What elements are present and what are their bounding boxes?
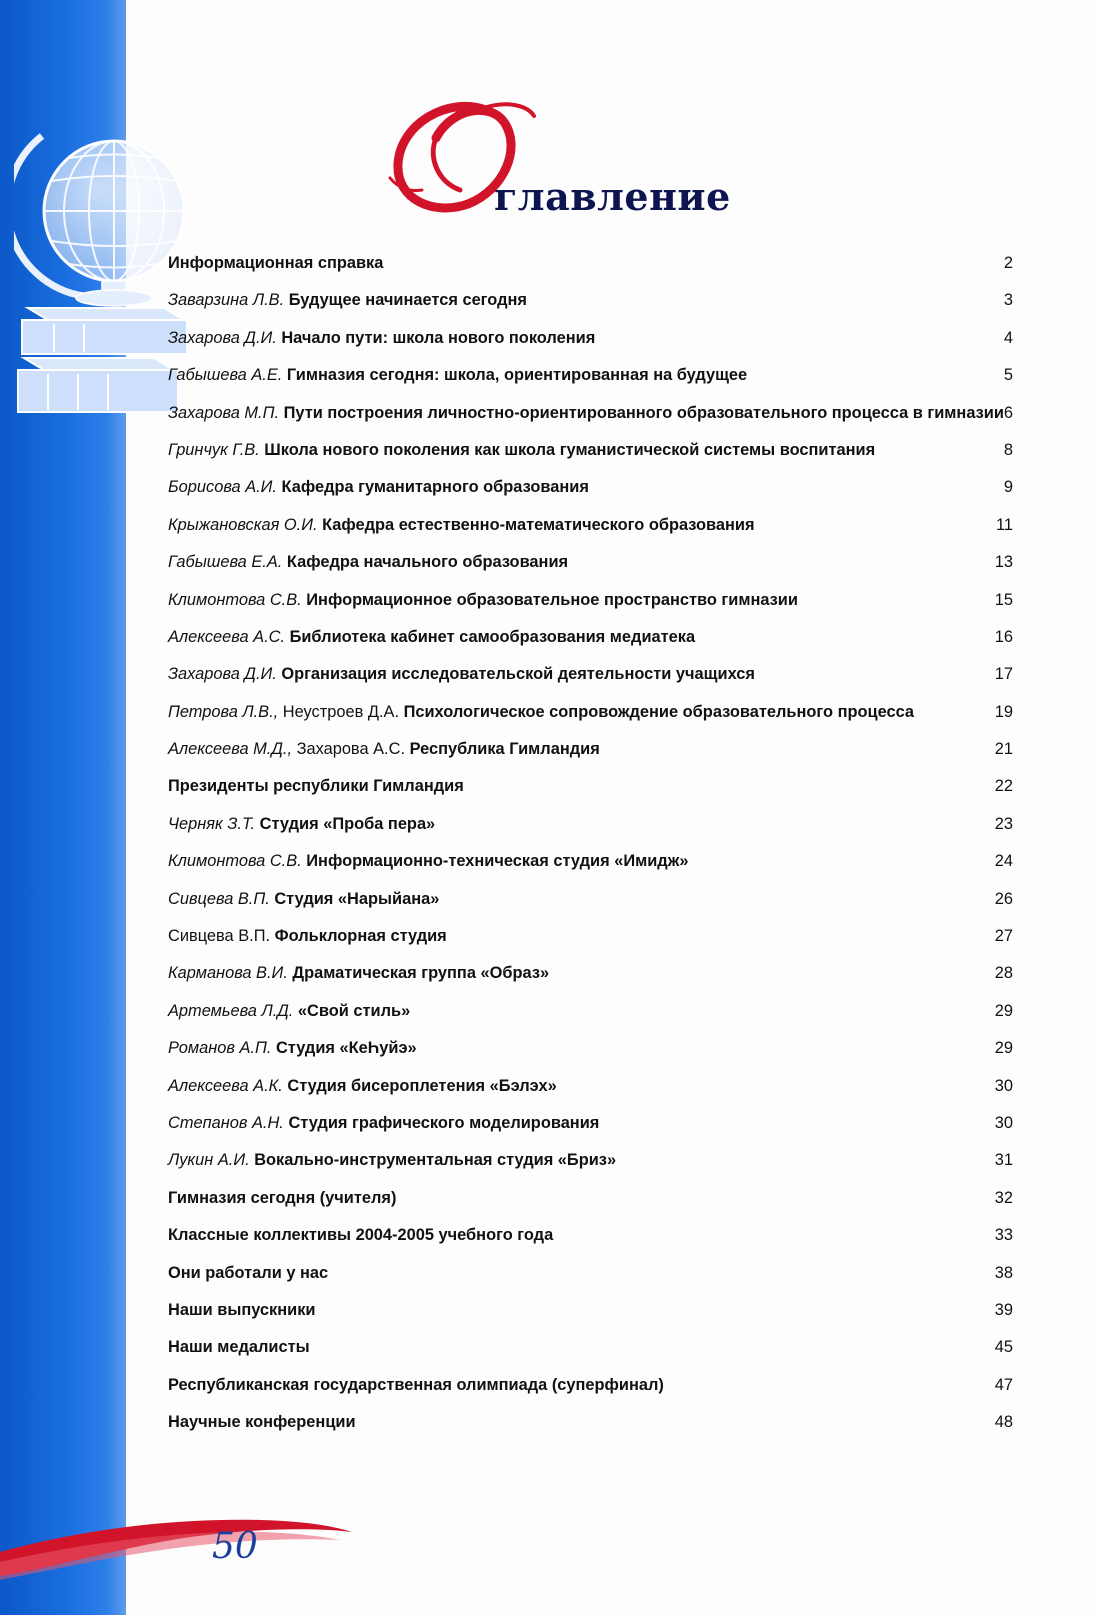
toc-entry-page: 27 (994, 927, 1013, 946)
toc-entry-page: 24 (994, 852, 1013, 871)
toc-entry-page: 39 (994, 1300, 1013, 1319)
toc-entry (168, 1112, 1013, 1149)
toc-entry-title: Драматическая группа «Образ» (292, 964, 550, 983)
toc-entry-author: Петрова Л.В., (168, 702, 279, 721)
toc-entry-page: 19 (994, 702, 1013, 721)
toc-entry-title: Президенты республики Гимландия (168, 777, 464, 796)
toc-entry (168, 626, 1013, 663)
toc-entry-author: Климонтова С.В. (168, 852, 302, 871)
toc-entry-page: 17 (994, 665, 1013, 684)
toc-entry (168, 1075, 1013, 1112)
toc-entry (168, 1224, 1013, 1261)
toc-entry (168, 925, 1013, 962)
toc-entry-page: 28 (994, 964, 1013, 983)
toc-entry-title: Библиотека кабинет самообразования медиатека (289, 627, 696, 646)
toc-entry-title: Республика Гимландия (409, 740, 600, 759)
toc-entry-author: Карманова В.И. (168, 964, 288, 983)
toc-entry (168, 663, 1013, 700)
toc-entry-title: Наши медалисты (168, 1338, 310, 1357)
toc-entry-title: Кафедра начального образования (286, 553, 569, 572)
toc-entry-author: Захарова Д.И. (168, 328, 277, 347)
toc-entry-title: Студия бисероплетения «Бэлэх» (287, 1076, 557, 1095)
toc-entry (168, 1262, 1013, 1299)
toc-entry-title: Студия «Проба пера» (259, 814, 436, 833)
toc-entry (168, 1037, 1013, 1074)
toc-entry-page: 2 (1003, 254, 1013, 272)
toc-entry (168, 514, 1013, 551)
toc-entry-author: Захарова М.П. (168, 403, 280, 422)
toc-entry-author: Захарова Д.И. (168, 665, 277, 684)
table-of-contents (168, 252, 1013, 1449)
toc-entry-title: Республиканская государственная олимпиада (суперфинал) (168, 1375, 664, 1394)
toc-entry-title: Научные конференции (168, 1413, 356, 1432)
toc-entry-page: 4 (1003, 328, 1013, 347)
toc-entry (168, 476, 1013, 513)
toc-entry (168, 589, 1013, 626)
toc-entry (168, 289, 1013, 326)
toc-entry-page: 22 (994, 777, 1013, 796)
toc-entry-title: Они работали у нас (168, 1263, 329, 1282)
page-title (388, 92, 788, 222)
toc-entry-title: Будущее начинается сегодня (288, 291, 527, 310)
toc-entry-title: Организация исследовательской деятельности учащихся (281, 665, 755, 684)
toc-entry-page: 47 (994, 1375, 1013, 1394)
toc-entry (168, 701, 1013, 738)
toc-entry-author: Сивцева В.П. (168, 889, 270, 908)
toc-entry-author: Алексеева А.К. (168, 1076, 283, 1095)
toc-entry-page: 13 (994, 553, 1013, 572)
toc-entry-coauthor: Сивцева В.П. (168, 927, 271, 946)
toc-entry-author: Степанов А.Н. (168, 1113, 284, 1132)
toc-entry-author: Габышева Е.А. (168, 553, 283, 572)
toc-entry (168, 1374, 1013, 1411)
toc-entry-page: 29 (994, 1001, 1013, 1020)
toc-entry-coauthor: Захарова А.С. (296, 740, 406, 759)
toc-entry-title: Пути построения личностно-ориентированного образовательного процесса в гимназии (283, 403, 1004, 422)
toc-entry (168, 775, 1013, 812)
toc-entry-page: 30 (994, 1076, 1013, 1095)
toc-entry-author: Борисова А.И. (168, 478, 277, 497)
toc-entry-page: 26 (994, 889, 1013, 908)
toc-entry-page: 6 (1003, 403, 1013, 422)
toc-entry-title: Наши выпускники (168, 1300, 316, 1319)
toc-entry-author: Гринчук Г.В. (168, 440, 260, 459)
toc-entry-author: Лукин А.И. (168, 1151, 250, 1170)
toc-entry (168, 1149, 1013, 1186)
toc-entry-page: 9 (1003, 478, 1013, 497)
toc-entry-author: Артемьева Л.Д. (168, 1001, 294, 1020)
page-number: 50 (212, 1526, 258, 1567)
toc-entry-page: 45 (994, 1338, 1013, 1357)
toc-entry-title: Информационное образовательное пространство гимназии (306, 590, 798, 609)
toc-entry-title: Гимназия сегодня (учителя) (168, 1188, 397, 1207)
toc-entry (168, 402, 1013, 439)
toc-entry (168, 962, 1013, 999)
toc-entry-title: Студия «Нарыйана» (274, 889, 440, 908)
toc-entry-author: Крыжановская О.И. (168, 515, 318, 534)
toc-entry-page: 11 (995, 515, 1013, 534)
toc-entry (168, 1000, 1013, 1037)
toc-entry-page: 31 (994, 1151, 1013, 1170)
toc-entry (168, 738, 1013, 775)
red-swoosh-decoration (0, 1500, 360, 1580)
toc-entry-page: 23 (994, 814, 1013, 833)
toc-entry-page: 15 (994, 590, 1013, 609)
toc-entry-author: Алексеева А.С. (168, 627, 286, 646)
toc-entry-title: Информационно-техническая студия «Имидж» (306, 852, 689, 871)
toc-entry (168, 364, 1013, 401)
toc-entry-title: Психологическое сопровождение образовательного процесса (403, 702, 915, 721)
toc-entry-page: 33 (994, 1226, 1013, 1245)
toc-entry-author: Романов А.П. (168, 1039, 272, 1058)
toc-entry (168, 813, 1013, 850)
toc-entry-page: 16 (994, 627, 1013, 646)
toc-entry-page: 30 (994, 1113, 1013, 1132)
toc-entry-title: Студия «КеҺуйэ» (275, 1039, 417, 1058)
toc-entry (168, 1187, 1013, 1224)
toc-entry-title: Гимназия сегодня: школа, ориентированная на будущее (286, 366, 748, 385)
toc-entry-page: 48 (994, 1413, 1013, 1432)
toc-entry-title: Информационная справка (168, 254, 384, 272)
toc-entry (168, 252, 1013, 289)
toc-entry-page: 21 (994, 740, 1013, 759)
toc-entry (168, 551, 1013, 588)
toc-entry-title: «Свой стиль» (297, 1001, 411, 1020)
toc-entry-coauthor: Неустроев Д.А. (282, 702, 400, 721)
toc-entry (168, 888, 1013, 925)
toc-entry (168, 439, 1013, 476)
toc-entry-page: 38 (994, 1263, 1013, 1282)
toc-entry-title: Школа нового поколения как школа гуманистической системы воспитания (264, 440, 876, 459)
toc-entry-title: Кафедра естественно-математического образования (322, 515, 755, 534)
toc-entry-page: 29 (994, 1039, 1013, 1058)
toc-entry-author: Черняк З.Т. (168, 814, 256, 833)
toc-entry (168, 1336, 1013, 1373)
toc-entry-page: 32 (994, 1188, 1013, 1207)
toc-entry-title: Кафедра гуманитарного образования (281, 478, 589, 497)
toc-entry-author: Габышева А.Е. (168, 366, 283, 385)
toc-entry (168, 1299, 1013, 1336)
toc-entry (168, 850, 1013, 887)
toc-entry-page: 3 (1003, 291, 1013, 310)
toc-entry-title: Начало пути: школа нового поколения (281, 328, 596, 347)
toc-entry (168, 1411, 1013, 1448)
toc-entry-author: Заварзина Л.В. (168, 291, 285, 310)
toc-entry-title: Фольклорная студия (274, 927, 447, 946)
title-text: главление (494, 174, 731, 219)
toc-entry-title: Студия графического моделирования (288, 1113, 600, 1132)
toc-entry-title: Вокально-инструментальная студия «Бриз» (254, 1151, 617, 1170)
toc-entry-author: Климонтова С.В. (168, 590, 302, 609)
toc-entry (168, 327, 1013, 364)
toc-entry-page: 8 (1003, 440, 1013, 459)
toc-entry-title: Классные коллективы 2004-2005 учебного года (168, 1226, 554, 1245)
toc-entry-author: Алексеева М.Д., (168, 740, 292, 759)
toc-entry-page: 5 (1003, 366, 1013, 385)
